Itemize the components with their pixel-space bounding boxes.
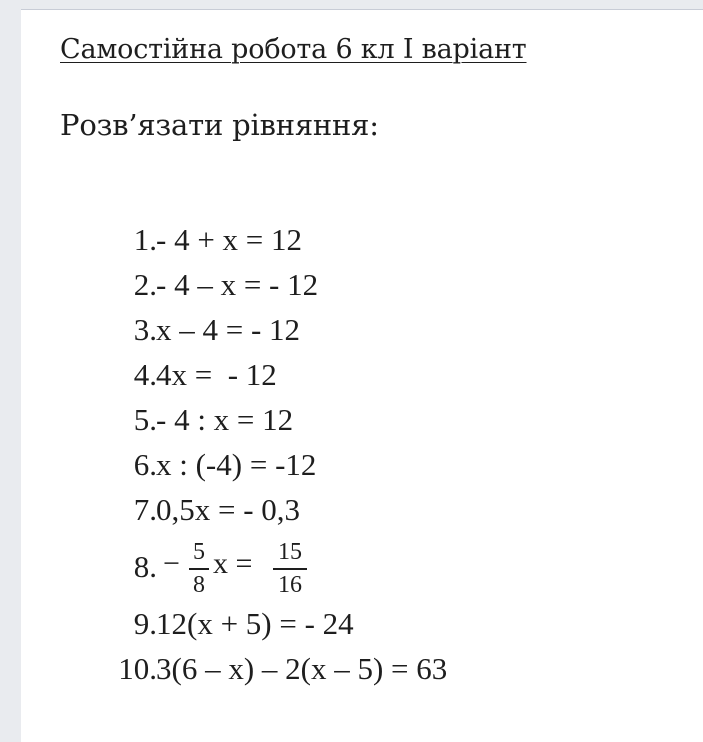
minus-sign: −: [163, 547, 180, 580]
equation: 4x = - 12: [156, 357, 277, 392]
equation: 12(x + 5) = - 24: [156, 606, 354, 641]
fraction-numerator: 15: [278, 539, 302, 565]
fraction-rhs: [273, 539, 307, 598]
fraction-denominator: 8: [193, 571, 205, 598]
document-title: Самостійна робота 6 кл І варіант: [60, 34, 527, 65]
equation: 3(6 – x) – 2(x – 5) = 63: [156, 651, 448, 686]
item-number: 9.: [133, 606, 157, 641]
item-number: 10.: [118, 651, 157, 686]
item-number: 5.: [133, 402, 157, 437]
fraction-denominator: 16: [278, 571, 302, 598]
equation: - 4 – x = - 12: [156, 267, 319, 302]
equation: x – 4 = - 12: [156, 312, 301, 347]
document-page: [21, 9, 703, 742]
fraction-bar: [273, 568, 307, 570]
item-number: 8.: [133, 549, 157, 584]
task-instruction: Розв’язати рівняння:: [60, 108, 379, 142]
item-number: 6.: [133, 447, 157, 482]
fraction-numerator: 5: [193, 539, 205, 565]
item-number: 1.: [133, 222, 157, 257]
equation-variable: x =: [213, 547, 253, 580]
equation: 0,5x = - 0,3: [156, 492, 301, 527]
fraction-equation: [161, 533, 331, 603]
item-number: 3.: [133, 312, 157, 347]
item-number: 7.: [133, 492, 157, 527]
equation: - 4 : x = 12: [156, 402, 294, 437]
equation: x : (-4) = -12: [156, 447, 317, 482]
fraction-bar: [189, 568, 209, 570]
item-number: 4.: [133, 357, 157, 392]
equation: - 4 + x = 12: [156, 222, 303, 257]
fraction-lhs: [189, 539, 209, 598]
item-number: 2.: [133, 267, 157, 302]
